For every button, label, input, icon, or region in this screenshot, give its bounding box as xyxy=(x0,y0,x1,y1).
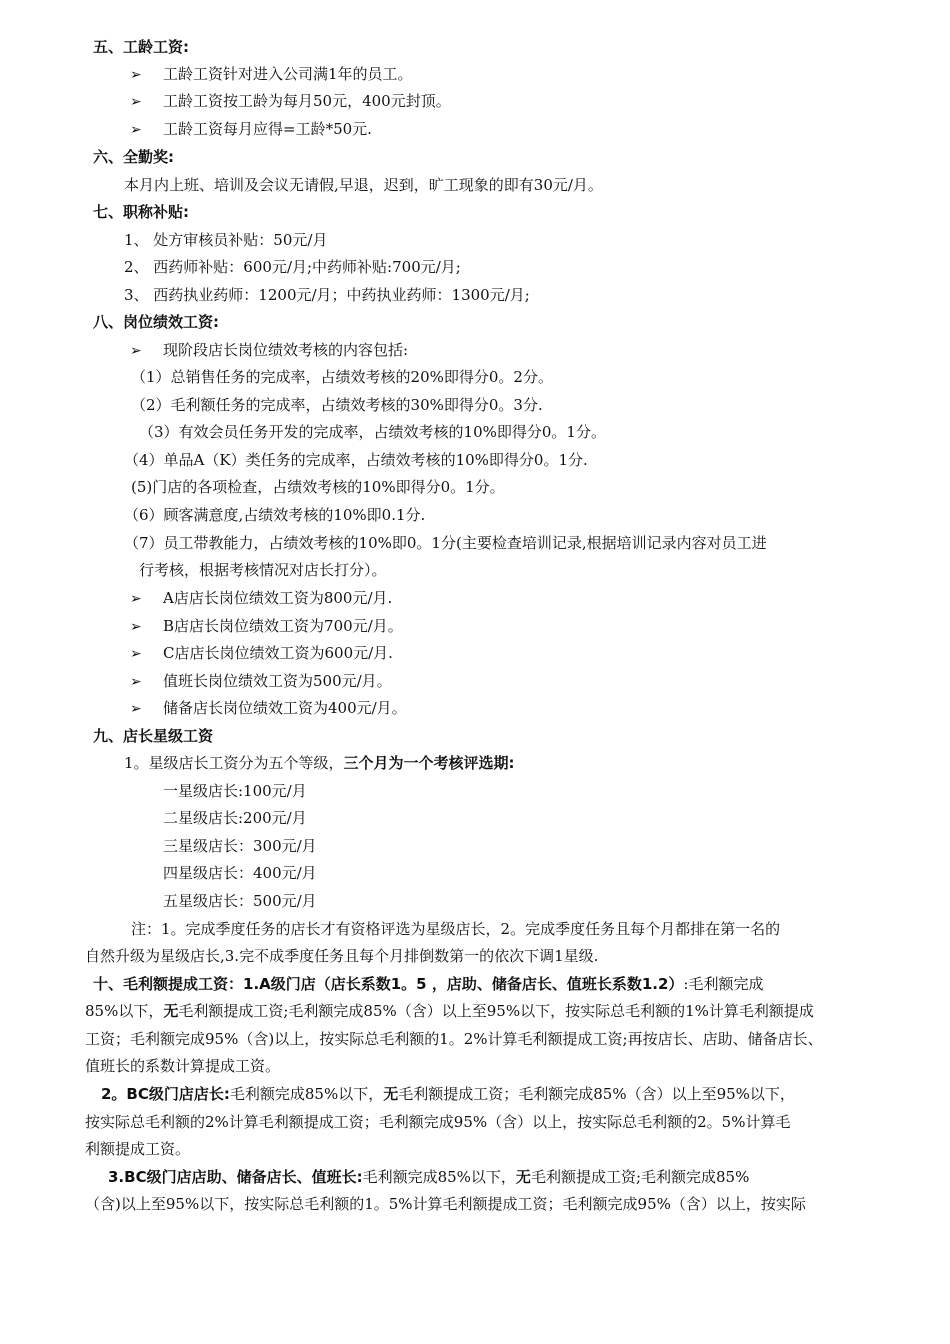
section-10-p3-line1 xyxy=(108,1164,749,1191)
section-8-item: （6）顾客满意度,占绩效考核的10%即0.1分. xyxy=(124,506,426,524)
section-5-bullet: 工龄工资针对进入公司满1年的员工。 xyxy=(163,65,413,83)
section-10-p1-line4: 值班长的系数计算提成工资。 xyxy=(85,1057,281,1075)
section-8-item: （7）员工带教能力，占绩效考核的10%即0。1分(主要检查培训记录,根据培训记录内容对员工进 xyxy=(124,534,767,552)
section-8-wage: 值班长岗位绩效工资为500元/月。 xyxy=(163,672,392,690)
section-7-title: 七、职称补贴: xyxy=(93,203,189,221)
arrow-bullet-icon: ➢ xyxy=(130,591,142,607)
section-10-p2-text: 毛利额提成工资；毛利额完成85%（含）以上至95%以下， xyxy=(398,1085,795,1103)
section-10-p3-bold: 无 xyxy=(515,1168,531,1186)
section-10-p3-text: 毛利额提成工资;毛利额完成85% xyxy=(530,1168,750,1186)
arrow-bullet-icon: ➢ xyxy=(130,94,142,110)
section-8-item: （2）毛利额任务的完成率，占绩效考核的30%即得分0。3分. xyxy=(131,396,543,414)
section-8-item: （3）有效会员任务开发的完成率，占绩效考核的10%即得分0。1分。 xyxy=(139,423,606,441)
section-10-title: 十、毛利额提成工资：1.A级门店（店长系数1。5 ，店助、储备店长、值班长系数1.2） xyxy=(93,975,684,993)
section-8-item: (5)门店的各项检查，占绩效考核的10%即得分0。1分。 xyxy=(131,478,505,496)
section-10-p1-text: :毛利额完成 xyxy=(683,975,764,993)
arrow-bullet-icon: ➢ xyxy=(130,122,142,138)
section-8-wage: A店店长岗位绩效工资为800元/月. xyxy=(163,589,393,607)
star-level: 四星级店长：400元/月 xyxy=(163,864,317,882)
section-8-intro: 现阶段店长岗位绩效考核的内容包括: xyxy=(163,341,409,359)
section-9-intro-normal: 1。星级店长工资分为五个等级， xyxy=(124,754,344,772)
section-10-p1-line3: 工资；毛利额完成95%（含)以上，按实际总毛利额的1。2%计算毛利额提成工资;再按店长、店助、储备店长、 xyxy=(85,1030,823,1048)
section-7-item: 3、 西药执业药师：1200元/月；中药执业药师：1300元/月; xyxy=(124,286,530,304)
section-5-bullet: 工龄工资按工龄为每月50元，400元封顶。 xyxy=(163,92,451,110)
star-level: 五星级店长：500元/月 xyxy=(163,892,317,910)
section-10-p2-line3: 利额提成工资。 xyxy=(85,1140,191,1158)
section-8-wage: 储备店长岗位绩效工资为400元/月。 xyxy=(163,699,407,717)
section-9-note-line1: 注：1。完成季度任务的店长才有资格评选为星级店长，2。完成季度任务且每个月都排在第一名的 xyxy=(131,920,781,938)
arrow-bullet-icon: ➢ xyxy=(130,343,142,359)
section-7-item: 1、 处方审核员补贴：50元/月 xyxy=(124,231,328,249)
section-9-intro xyxy=(124,750,515,777)
section-6-text: 本月内上班、培训及会议无请假,早退，迟到，旷工现象的即有30元/月。 xyxy=(124,176,603,194)
arrow-bullet-icon: ➢ xyxy=(130,67,142,83)
arrow-bullet-icon: ➢ xyxy=(130,701,142,717)
section-8-wage: C店店长岗位绩效工资为600元/月. xyxy=(163,644,393,662)
section-9-note-line2: 自然升级为星级店长,3.完不成季度任务且每个月排倒数第一的依次下调1星级. xyxy=(85,947,599,965)
section-10-p2-heading: 2。BC级门店店长: xyxy=(101,1085,230,1103)
section-10-p1-bold: 无 xyxy=(163,1002,179,1020)
section-6-title: 六、全勤奖: xyxy=(93,148,174,166)
arrow-bullet-icon: ➢ xyxy=(130,619,142,635)
section-5-bullet: 工龄工资每月应得=工龄*50元. xyxy=(163,120,372,138)
section-8-item-continued: 行考核，根据考核情况对店长打分）。 xyxy=(139,561,387,579)
section-10-p2-line1 xyxy=(101,1081,795,1108)
section-8-wage: B店店长岗位绩效工资为700元/月。 xyxy=(163,617,403,635)
section-9-title: 九、店长星级工资 xyxy=(93,727,214,745)
section-10-p1-line1 xyxy=(93,971,763,998)
section-9-intro-bold: 三个月为一个考核评选期: xyxy=(343,754,515,772)
section-10-p3-heading: 3.BC级门店店助、储备店长、值班长: xyxy=(108,1168,363,1186)
section-10-p1-text: 毛利额提成工资;毛利额完成85%（含）以上至95%以下，按实际总毛利额的1%计算毛利额提成 xyxy=(178,1002,814,1020)
section-10-p3-text: 毛利额完成85%以下， xyxy=(362,1168,516,1186)
section-10-p2-text: 毛利额完成85%以下， xyxy=(229,1085,384,1103)
section-10-p2-line2: 按实际总毛利额的2%计算毛利额提成工资；毛利额完成95%（含）以上，按实际总毛利额的2。5%计算毛 xyxy=(85,1113,791,1131)
star-level: 三星级店长：300元/月 xyxy=(163,837,317,855)
star-level: 一星级店长:100元/月 xyxy=(163,782,307,800)
section-10-p2-bold: 无 xyxy=(383,1085,399,1103)
arrow-bullet-icon: ➢ xyxy=(130,646,142,662)
section-8-item: （4）单品A（K）类任务的完成率，占绩效考核的10%即得分0。1分. xyxy=(124,451,588,469)
arrow-bullet-icon: ➢ xyxy=(130,674,142,690)
section-8-item: （1）总销售任务的完成率，占绩效考核的20%即得分0。2分。 xyxy=(131,368,553,386)
section-7-item: 2、 西药师补贴：600元/月;中药师补贴:700元/月; xyxy=(124,258,461,276)
section-10-p1-line2 xyxy=(85,998,814,1025)
section-5-title: 五、工龄工资: xyxy=(93,38,189,56)
section-10-p1-text: 85%以下， xyxy=(85,1002,164,1020)
section-10-p3-line2: （含)以上至95%以下，按实际总毛利额的1。5%计算毛利额提成工资；毛利额完成95%（含）以上，按实际 xyxy=(85,1195,806,1213)
section-8-title: 八、岗位绩效工资: xyxy=(93,313,219,331)
star-level: 二星级店长:200元/月 xyxy=(163,809,307,827)
